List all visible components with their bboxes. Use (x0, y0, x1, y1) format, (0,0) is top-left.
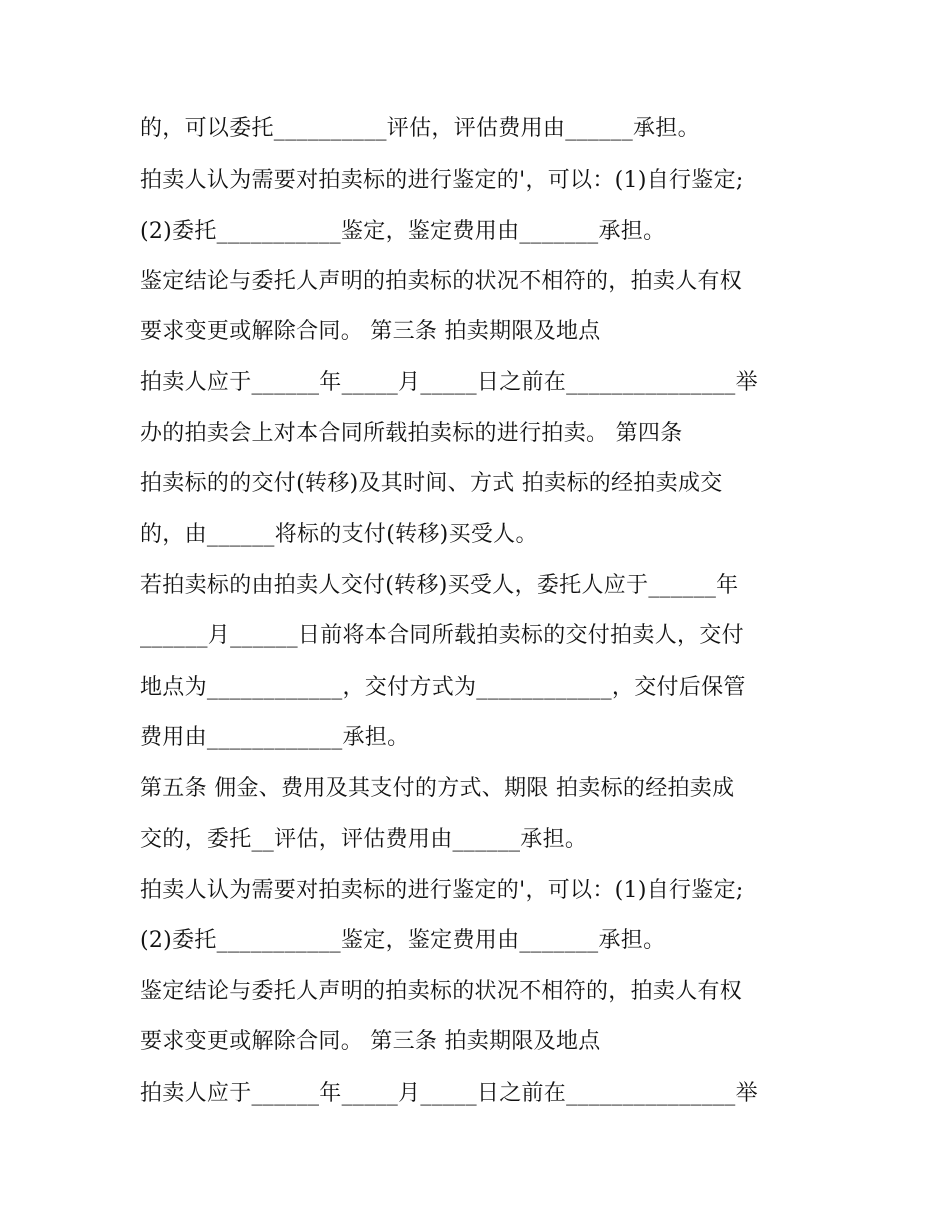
text-line: 办的拍卖会上对本合同所载拍卖标的进行拍卖。 第四条 (140, 421, 683, 446)
text-line: 第五条 佣金、费用及其支付的方式、期限 拍卖标的经拍卖成 (140, 776, 735, 801)
text-line: 交的，委托__评估，评估费用由______承担。 (140, 827, 588, 852)
text-line: (2)委托___________鉴定，鉴定费用由_______承担。 (140, 219, 666, 244)
text-line: 拍卖标的的交付(转移)及其时间、方式 拍卖标的经拍卖成交 (140, 471, 723, 496)
text-line: 费用由____________承担。 (140, 725, 410, 750)
text-line: 地点为____________，交付方式为____________，交付后保管 (140, 675, 746, 700)
text-line: ______月______日前将本合同所载拍卖标的交付拍卖人，交付 (140, 623, 744, 648)
text-line: (2)委托___________鉴定，鉴定费用由_______承担。 (140, 928, 666, 953)
text-line: 要求变更或解除合同。 第三条 拍卖期限及地点 (140, 1029, 601, 1054)
text-line: 鉴定结论与委托人声明的拍卖标的状况不相符的，拍卖人有权 (140, 979, 743, 1004)
text-line: 拍卖人应于______年_____月_____日之前在_______________举 (140, 370, 758, 395)
text-line: 拍卖人应于______年_____月_____日之前在_______________举 (140, 1081, 758, 1106)
text-line: 拍卖人认为需要对拍卖标的进行鉴定的'，可以：(1)自行鉴定; (140, 168, 744, 193)
text-line: 鉴定结论与委托人声明的拍卖标的状况不相符的，拍卖人有权 (140, 269, 743, 294)
text-line: 若拍卖标的由拍卖人交付(转移)买受人，委托人应于______年 (140, 573, 739, 598)
text-line: 拍卖人认为需要对拍卖标的进行鉴定的'，可以：(1)自行鉴定; (140, 878, 744, 903)
text-line: 的，由______将标的支付(转移)买受人。 (140, 522, 538, 547)
text-line: 的，可以委托__________评估，评估费用由______承担。 (140, 116, 700, 141)
text-line: 要求变更或解除合同。 第三条 拍卖期限及地点 (140, 319, 601, 344)
